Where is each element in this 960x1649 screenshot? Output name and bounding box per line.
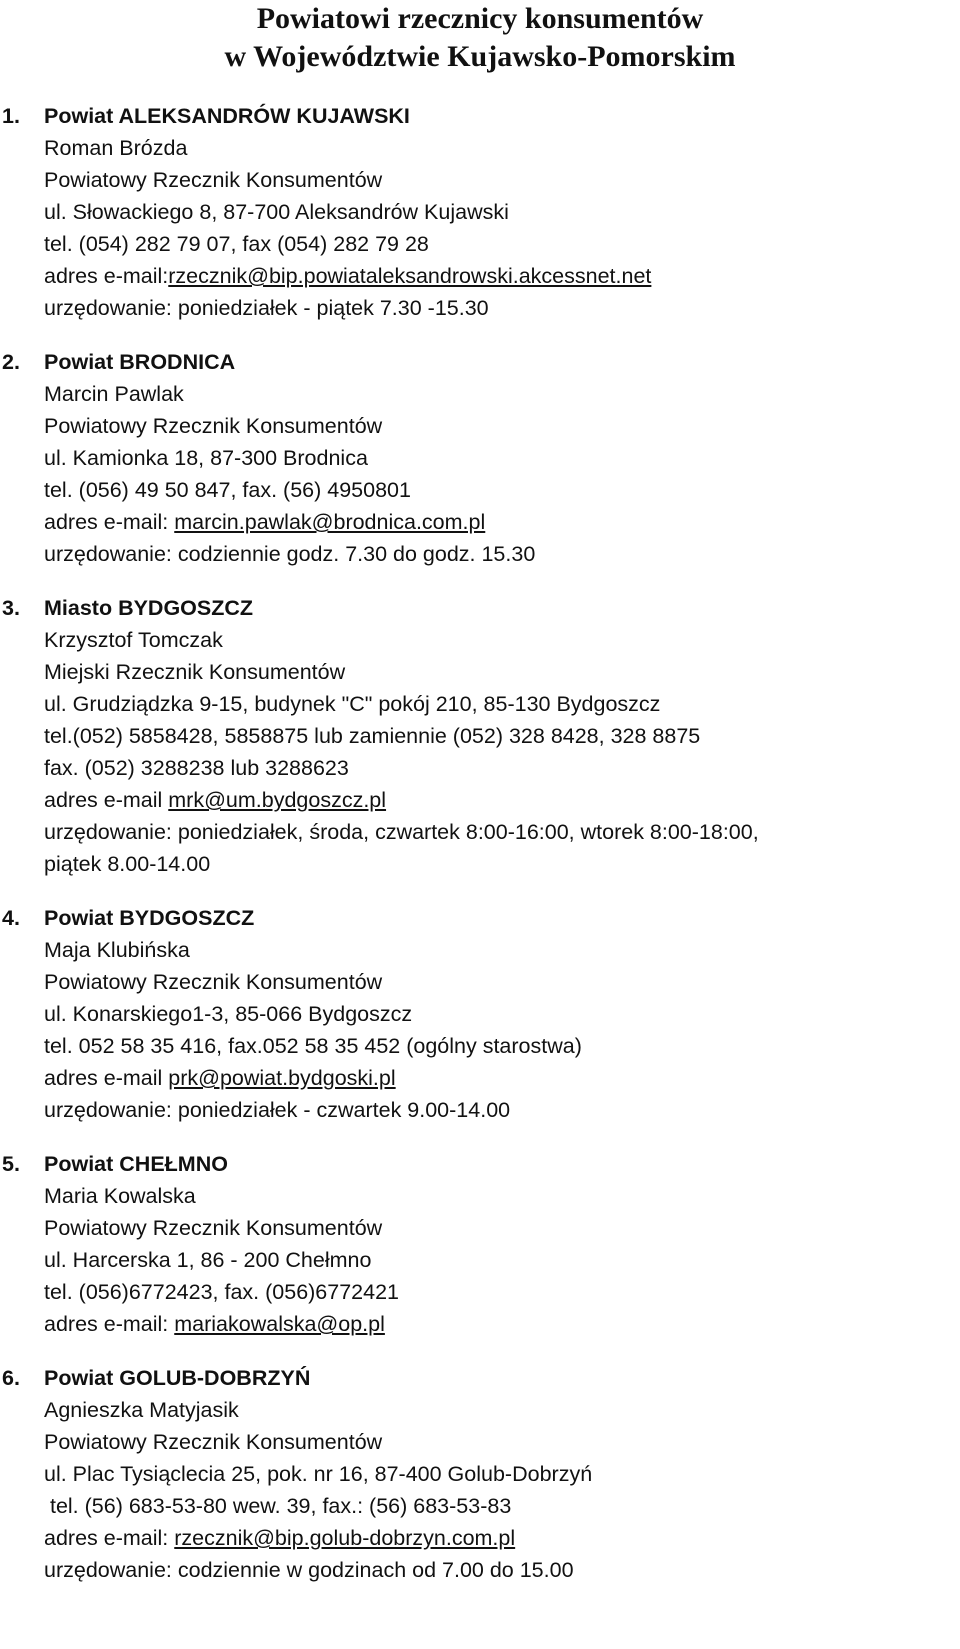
ombudsman-role: Powiatowy Rzecznik Konsumentów xyxy=(44,414,383,438)
ombudsman-name: Roman Brózda xyxy=(44,136,188,160)
email-label: adres e-mail: xyxy=(44,264,169,288)
entry-heading-text: Powiat GOLUB-DOBRZYŃ xyxy=(44,1366,311,1390)
ombudsman-role: Powiatowy Rzecznik Konsumentów xyxy=(44,1430,383,1454)
email-line xyxy=(0,1522,960,1554)
entry-heading xyxy=(0,346,960,378)
email-link[interactable]: mrk@um.bydgoszcz.pl xyxy=(168,788,387,812)
entry-aleksandrow-kujawski xyxy=(0,100,960,324)
office-address: ul. Harcerska 1, 86 - 200 Chełmno xyxy=(44,1248,372,1272)
ombudsman-role: Powiatowy Rzecznik Konsumentów xyxy=(44,168,383,192)
email-line xyxy=(0,506,960,538)
entry-chelmno xyxy=(0,1148,960,1340)
email-link[interactable]: mariakowalska@op.pl xyxy=(174,1312,385,1336)
phone-fax: tel. (054) 282 79 07, fax (054) 282 79 28 xyxy=(44,232,429,256)
entry-number: 1. xyxy=(2,104,20,128)
entry-powiat-bydgoszcz xyxy=(0,902,960,1126)
office-address: ul. Konarskiego1-3, 85-066 Bydgoszcz xyxy=(44,1002,413,1026)
office-address: ul. Plac Tysiąclecia 25, pok. nr 16, 87-400 Golub-Dobrzyń xyxy=(44,1462,593,1486)
ombudsman-role: Powiatowy Rzecznik Konsumentów xyxy=(44,970,383,994)
phone-fax: tel. (056) 49 50 847, fax. (56) 4950801 xyxy=(44,478,411,502)
document-title xyxy=(0,0,960,76)
office-hours-continued: piątek 8.00-14.00 xyxy=(44,852,211,876)
phone-fax: tel. 052 58 35 416, fax.052 58 35 452 (ogólny starostwa) xyxy=(44,1034,582,1058)
email-link[interactable]: rzecznik@bip.golub-dobrzyn.com.pl xyxy=(174,1526,516,1550)
entry-number: 6. xyxy=(2,1366,20,1390)
phone-fax: tel. (056)6772423, fax. (056)6772421 xyxy=(44,1280,400,1304)
office-hours: urzędowanie: poniedziałek - czwartek 9.00-14.00 xyxy=(44,1098,511,1122)
entry-heading-text: Powiat CHEŁMNO xyxy=(44,1152,228,1176)
email-link[interactable]: rzecznik@bip.powiataleksandrowski.akcessnet.net xyxy=(168,264,652,288)
email-label: adres e-mail: xyxy=(44,1312,175,1336)
ombudsman-name: Marcin Pawlak xyxy=(44,382,184,406)
office-hours: urzędowanie: codziennie godz. 7.30 do godz. 15.30 xyxy=(44,542,536,566)
entry-miasto-bydgoszcz xyxy=(0,592,960,880)
entry-number: 2. xyxy=(2,350,20,374)
ombudsman-role: Miejski Rzecznik Konsumentów xyxy=(44,660,346,684)
entry-heading-text: Powiat BRODNICA xyxy=(44,350,236,374)
entry-number: 5. xyxy=(2,1152,20,1176)
title-line-2: w Województwie Kujawsko-Pomorskim xyxy=(224,40,736,73)
office-hours: urzędowanie: poniedziałek - piątek 7.30 -15.30 xyxy=(44,296,489,320)
email-label: adres e-mail xyxy=(44,1066,169,1090)
entry-golub-dobrzyn xyxy=(0,1362,960,1586)
email-link[interactable]: marcin.pawlak@brodnica.com.pl xyxy=(174,510,486,534)
fax-numbers: fax. (052) 3288238 lub 3288623 xyxy=(44,756,349,780)
entry-heading-text: Powiat ALEKSANDRÓW KUJAWSKI xyxy=(44,104,410,128)
entry-heading xyxy=(0,592,960,624)
office-address: ul. Słowackiego 8, 87-700 Aleksandrów Kujawski xyxy=(44,200,509,224)
entry-heading xyxy=(0,902,960,934)
entry-brodnica xyxy=(0,346,960,570)
entry-heading xyxy=(0,100,960,132)
phone-fax: tel. (56) 683-53-80 wew. 39, fax.: (56) 683-53-83 xyxy=(44,1494,512,1518)
office-hours: urzędowanie: poniedziałek, środa, czwartek 8:00-16:00, wtorek 8:00-18:00, xyxy=(44,820,759,844)
title-line-1: Powiatowi rzecznicy konsumentów xyxy=(256,2,704,35)
email-label: adres e-mail: xyxy=(44,1526,175,1550)
email-label: adres e-mail: xyxy=(44,510,175,534)
office-address: ul. Grudziądzka 9-15, budynek "C" pokój 210, 85-130 Bydgoszcz xyxy=(44,692,661,716)
ombudsman-name: Krzysztof Tomczak xyxy=(44,628,223,652)
email-label: adres e-mail xyxy=(44,788,169,812)
entry-number: 3. xyxy=(2,596,20,620)
ombudsman-name: Maria Kowalska xyxy=(44,1184,196,1208)
entry-heading xyxy=(0,1148,960,1180)
ombudsman-name: Agnieszka Matyjasik xyxy=(44,1398,239,1422)
ombudsman-name: Maja Klubińska xyxy=(44,938,190,962)
office-hours: urzędowanie: codziennie w godzinach od 7.00 do 15.00 xyxy=(44,1558,574,1582)
email-link[interactable]: prk@powiat.bydgoski.pl xyxy=(168,1066,396,1090)
office-address: ul. Kamionka 18, 87-300 Brodnica xyxy=(44,446,368,470)
phone-numbers: tel.(052) 5858428, 5858875 lub zamiennie (052) 328 8428, 328 8875 xyxy=(44,724,701,748)
email-line xyxy=(0,784,960,816)
ombudsman-role: Powiatowy Rzecznik Konsumentów xyxy=(44,1216,383,1240)
email-line xyxy=(0,1308,960,1340)
email-line xyxy=(0,1062,960,1094)
entry-heading-text: Powiat BYDGOSZCZ xyxy=(44,906,255,930)
email-line xyxy=(0,260,960,292)
entry-heading-text: Miasto BYDGOSZCZ xyxy=(44,596,254,620)
entry-number: 4. xyxy=(2,906,20,930)
entry-heading xyxy=(0,1362,960,1394)
consumer-ombudsman-list xyxy=(0,100,960,1586)
